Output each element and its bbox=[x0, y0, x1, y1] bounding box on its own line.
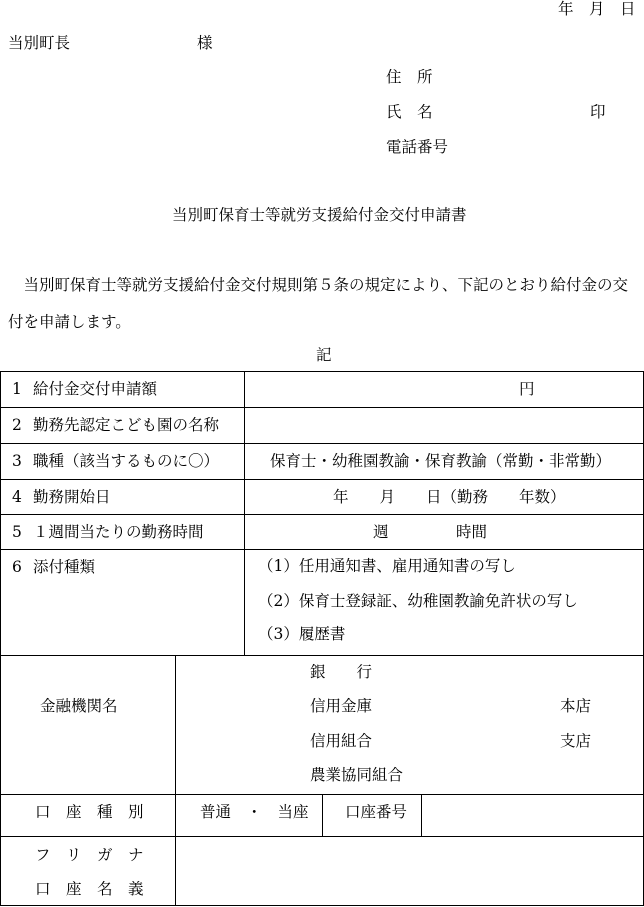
institution-type: 信用金庫 bbox=[310, 697, 373, 715]
bank-institution-value-cell bbox=[175, 655, 644, 795]
item-5-label: １週間当たりの勤務時間 bbox=[33, 523, 204, 541]
date-line: 年 月 日 bbox=[558, 0, 636, 18]
item-3-number: 3 bbox=[12, 452, 22, 470]
address-label: 住 所 bbox=[386, 68, 433, 86]
item-5-number: 5 bbox=[12, 523, 22, 541]
account-type-label: 口 座 種 別 bbox=[35, 803, 144, 821]
account-number-value-cell bbox=[421, 794, 644, 837]
phone-label: 電話番号 bbox=[386, 138, 449, 156]
seal-label: 印 bbox=[590, 103, 606, 121]
addressee-honorific: 様 bbox=[197, 34, 213, 52]
item-3-label: 職種（該当するものに〇） bbox=[33, 452, 220, 470]
institution-type: 銀 行 bbox=[310, 663, 373, 681]
institution-type: 信用組合 bbox=[310, 732, 373, 750]
item-5-value-week: 週 bbox=[373, 523, 389, 541]
item-5-value-cell bbox=[244, 514, 644, 550]
addressee-name: 当別町長 bbox=[8, 34, 71, 52]
account-number-label: 口座番号 bbox=[345, 803, 408, 821]
branch-type-branch: 支店 bbox=[560, 732, 592, 750]
item-6-label: 添付種類 bbox=[33, 558, 96, 576]
furigana-label: フ リ ガ ナ bbox=[35, 846, 144, 864]
item-5-value-hours: 時間 bbox=[456, 523, 488, 541]
item-1-value-unit: 円 bbox=[519, 380, 535, 398]
item-1-label: 給付金交付申請額 bbox=[33, 380, 158, 398]
attachment-item: （3）履歴書 bbox=[258, 625, 346, 643]
item-6-number: 6 bbox=[12, 558, 22, 576]
attachment-item: （1）任用通知書、雇用通知書の写し bbox=[258, 557, 516, 575]
bank-institution-label-cell bbox=[0, 655, 176, 795]
item-4-number: 4 bbox=[12, 488, 22, 506]
item-1-number: 1 bbox=[12, 380, 22, 398]
account-type-options: 普通 ・ 当座 bbox=[200, 803, 309, 821]
account-holder-label: 口 座 名 義 bbox=[35, 880, 144, 898]
item-2-number: 2 bbox=[12, 416, 22, 434]
institution-type: 農業協同組合 bbox=[310, 766, 404, 784]
body-line-2: 付を申請します。 bbox=[8, 313, 131, 331]
ki-heading: 記 bbox=[316, 346, 332, 364]
item-2-value-cell bbox=[244, 407, 644, 444]
branch-type-main: 本店 bbox=[560, 697, 592, 715]
item-2-label: 勤務先認定こども園の名称 bbox=[33, 416, 220, 434]
document-title: 当別町保育士等就労支援給付金交付申請書 bbox=[172, 206, 467, 224]
item-4-value: 年 月 日（勤務 年数） bbox=[333, 488, 566, 506]
attachment-item: （2）保育士登録証、幼稚園教諭免許状の写し bbox=[258, 592, 578, 610]
account-holder-value-cell bbox=[175, 836, 644, 906]
institution-label: 金融機関名 bbox=[40, 697, 118, 715]
item-3-value: 保育士・幼稚園教諭・保育教諭（常勤・非常勤） bbox=[270, 452, 612, 470]
item-1-value-cell bbox=[244, 371, 644, 408]
item-4-label: 勤務開始日 bbox=[33, 488, 111, 506]
name-label: 氏 名 bbox=[386, 103, 433, 121]
body-line-1: 当別町保育士等就労支援給付金交付規則第５条の規定により、下記のとおり給付金の交 bbox=[8, 276, 629, 294]
